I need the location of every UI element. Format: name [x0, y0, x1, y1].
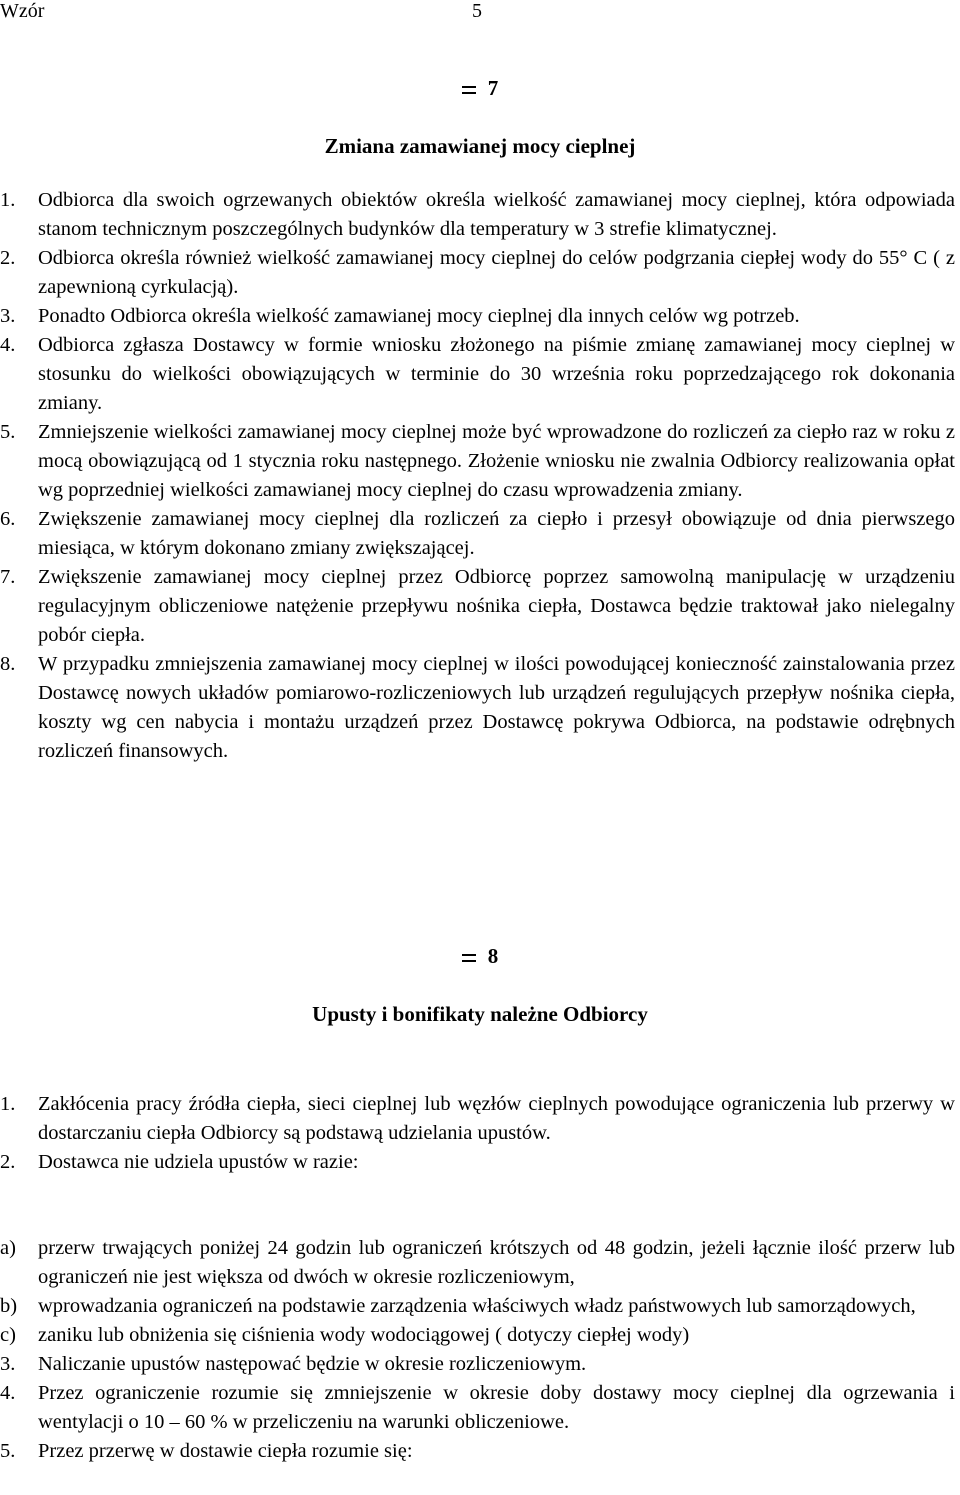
- list-item-number: 5.: [0, 1440, 16, 1462]
- list-item-number: 7.: [0, 566, 16, 588]
- page-number: 5: [472, 0, 482, 22]
- list-item-number: 3.: [0, 1353, 16, 1375]
- list-item-number: c): [0, 1324, 16, 1346]
- list-item-number: 6.: [0, 508, 16, 530]
- list-item-text: Zwiększenie zamawianej mocy cieplnej przez Odbiorcę poprzez samowolną manipulację w urządzeniu regulacyjnym obliczeniowe natężenie przepływu nośnika ciepła, Dostawca będzie traktował jako nielegalny pobór ciepła.: [38, 566, 955, 646]
- list-item-text: zaniku lub obniżenia się ciśnienia wody wodociągowej ( dotyczy ciepłej wody): [38, 1324, 690, 1346]
- list-item: [0, 1292, 955, 1321]
- list-item-number: 2.: [0, 1151, 16, 1173]
- list-item-text: Przez przerwę w dostawie ciepła rozumie się:: [38, 1440, 413, 1462]
- list-item: [0, 1379, 955, 1437]
- section-8-title: Upusty i bonifikaty należne Odbiorcy: [312, 1002, 648, 1026]
- list-item: [0, 1350, 955, 1379]
- section-sign-icon: [462, 950, 476, 966]
- section-8-heading: [0, 944, 960, 969]
- header-label: Wzór: [0, 0, 45, 22]
- list-item: [0, 302, 955, 331]
- list-item: [0, 418, 955, 505]
- section-7-title: Zmiana zamawianej mocy cieplnej: [324, 134, 636, 158]
- page-header: [0, 0, 960, 26]
- list-item-number: 4.: [0, 1382, 16, 1404]
- list-item-text: wprowadzania ograniczeń na podstawie zarządzenia właściwych władz państwowych lub samorządowych,: [38, 1295, 916, 1317]
- list-item-text: Naliczanie upustów następować będzie w okresie rozliczeniowym.: [38, 1353, 587, 1375]
- list-item-number: 2.: [0, 247, 16, 269]
- list-item-number: a): [0, 1237, 16, 1259]
- list-item-number: 1.: [0, 189, 16, 211]
- list-item-number: b): [0, 1295, 18, 1317]
- list-item-text: W przypadku zmniejszenia zamawianej mocy cieplnej w ilości powodującej konieczność zainstalowania przez Dostawcę nowych układów pomiarowo-rozliczeniowych lub urządzeń regulujących przepływ nośnika ciepła, koszty wg cen nabycia i montażu urządzeń przez Dostawcę pokrywa Odbiorca, na podstawie odrębnych rozliczeń finansowych.: [38, 653, 955, 762]
- section-8-list-b: [0, 1234, 955, 1466]
- list-item: [0, 1234, 955, 1292]
- section-8-list-a: [0, 1090, 955, 1177]
- list-item-text: Ponadto Odbiorca określa wielkość zamawianej mocy cieplnej dla innych celów wg potrzeb.: [38, 305, 800, 327]
- section-7-heading: [0, 76, 960, 101]
- list-item-text: Odbiorca zgłasza Dostawcy w formie wniosku złożonego na piśmie zmianę zamawianej mocy cieplnej w stosunku do wielkości obowiązujących w terminie do 30 września roku poprzedzającego rok dokonania zmiany.: [38, 334, 955, 414]
- list-item-text: Zmniejszenie wielkości zamawianej mocy cieplnej może być wprowadzone do rozliczeń za ciepło raz w roku z mocą obowiązującą od 1 stycznia roku następnego. Złożenie wniosku nie zwalnia Odbiorcy realizowania opłat wg poprzedniej wielkości zamawianej mocy cieplnej do czasu wprowadzenia zmiany.: [38, 421, 955, 501]
- list-item: [0, 1321, 955, 1350]
- list-item: [0, 244, 955, 302]
- list-item: [0, 563, 955, 650]
- list-item: [0, 1148, 955, 1177]
- list-item: [0, 1437, 955, 1466]
- list-item-number: 8.: [0, 653, 16, 675]
- section-7-list: [0, 186, 955, 766]
- list-item-text: Zwiększenie zamawianej mocy cieplnej dla rozliczeń za ciepło i przesył obowiązuje od dnia pierwszego miesiąca, w którym dokonano zmiany zwiększającej.: [38, 508, 955, 559]
- list-item-number: 1.: [0, 1093, 16, 1115]
- list-item-number: 5.: [0, 421, 16, 443]
- list-item: [0, 1090, 955, 1148]
- list-item-text: Odbiorca dla swoich ogrzewanych obiektów określa wielkość zamawianej mocy cieplnej, która odpowiada stanom technicznym poszczególnych budynków dla temperatury w 3 strefie klimatycznej.: [38, 189, 955, 240]
- list-item: [0, 505, 955, 563]
- list-item-number: 3.: [0, 305, 16, 327]
- list-item-text: Przez ograniczenie rozumie się zmniejszenie w okresie doby dostawy mocy cieplnej dla ogrzewania i wentylacji o 10 – 60 % w przeliczeniu na warunki obliczeniowe.: [38, 1382, 955, 1433]
- list-item-text: przerw trwających poniżej 24 godzin lub ograniczeń krótszych od 48 godzin, jeżeli łącznie ilość przerw lub ograniczeń nie jest większa od dwóch w okresie rozliczeniowym,: [38, 1237, 955, 1288]
- list-item-text: Zakłócenia pracy źródła ciepła, sieci cieplnej lub węzłów cieplnych powodujące ograniczenia lub przerwy w dostarczaniu ciepła Odbiorcy są podstawą udzielania upustów.: [38, 1093, 955, 1144]
- section-7-number: 7: [487, 76, 499, 100]
- section-8-number: 8: [487, 944, 499, 968]
- list-item-text: Odbiorca określa również wielkość zamawianej mocy cieplnej do celów podgrzania ciepłej wody do 55° C ( z zapewnioną cyrkulacją).: [38, 247, 955, 298]
- list-item: [0, 186, 955, 244]
- list-item: [0, 650, 955, 766]
- section-sign-icon: [462, 82, 476, 98]
- list-item-text: Dostawca nie udziela upustów w razie:: [38, 1151, 359, 1173]
- list-item: [0, 331, 955, 418]
- list-item-number: 4.: [0, 334, 16, 356]
